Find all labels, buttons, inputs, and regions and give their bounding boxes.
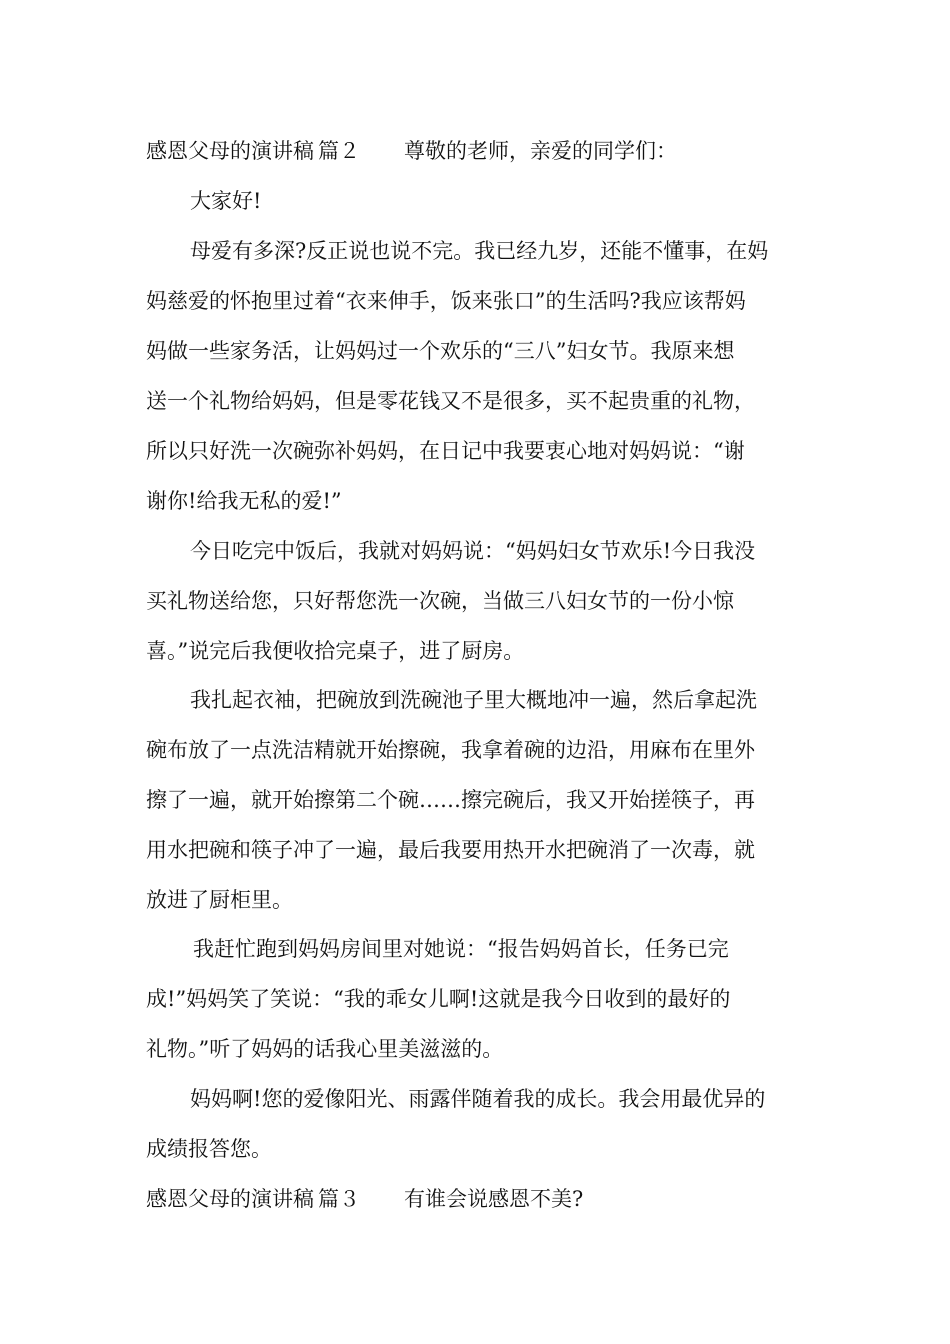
paragraph-line: 用水把碗和筷子冲了一遍，最后我要用热开水把碗消了一次毒，就 [146,838,755,862]
paragraph-line: 送一个礼物给妈妈，但是零花钱又不是很多，买不起贵重的礼物， [146,389,755,413]
heading-number: 篇３ [318,1187,360,1211]
salutation: 尊敬的老师，亲爱的同学们： [404,139,677,163]
paragraph-line: 妈做一些家务活，让妈妈过一个欢乐的“三八”妇女节。我原来想 [146,339,735,363]
greeting: 大家好! [190,189,262,213]
paragraph-line: 妈妈啊!您的爱像阳光、雨露伴随着我的成长。我会用最优异的 [190,1087,766,1111]
paragraph-line: 喜。”说完后我便收拾完桌子，进了厨房。 [146,639,525,663]
paragraph-line: 擦了一遍，就开始擦第二个碗……擦完碗后，我又开始搓筷子，再 [146,788,755,812]
paragraph-line: 碗布放了一点洗洁精就开始擦碗，我拿着碗的边沿，用麻布在里外 [146,738,755,762]
paragraph-line: 我赶忙跑到妈妈房间里对她说：“报告妈妈首长，任务已完 [193,937,729,961]
paragraph-line: 成绩报答您。 [146,1137,272,1161]
paragraph-line: 所以只好洗一次碗弥补妈妈，在日记中我要衷心地对妈妈说：“谢 [146,439,745,463]
heading-title: 感恩父母的演讲稿 [146,1187,314,1211]
paragraph-line: 礼物。”听了妈妈的话我心里美滋滋的。 [146,1037,504,1061]
paragraph-line: 母爱有多深?反正说也说不完。我已经九岁，还能不懂事，在妈 [190,239,769,263]
section-heading [146,1184,806,1214]
paragraph-line: 成!”妈妈笑了笑说：“我的乖女儿啊!这就是我今日收到的最好的 [146,987,731,1011]
paragraph-line: 谢你!给我无私的爱!” [146,489,342,513]
paragraph-line: 我扎起衣袖，把碗放到洗碗池子里大概地冲一遍，然后拿起洗 [190,688,757,712]
section-opening: 有谁会说感恩不美? [404,1187,584,1211]
heading-title: 感恩父母的演讲稿 [146,139,314,163]
paragraph-line: 买礼物送给您，只好帮您洗一次碗，当做三八妇女节的一份小惊 [146,589,734,613]
heading-number: 篇２ [318,139,360,163]
paragraph-line: 放进了厨柜里。 [146,888,293,912]
paragraph-line: 妈慈爱的怀抱里过着“衣来伸手，饭来张口”的生活吗?我应该帮妈 [146,289,746,313]
paragraph-line: 今日吃完中饭后，我就对妈妈说：“妈妈妇女节欢乐!今日我没 [190,539,756,563]
section-heading [146,136,806,166]
